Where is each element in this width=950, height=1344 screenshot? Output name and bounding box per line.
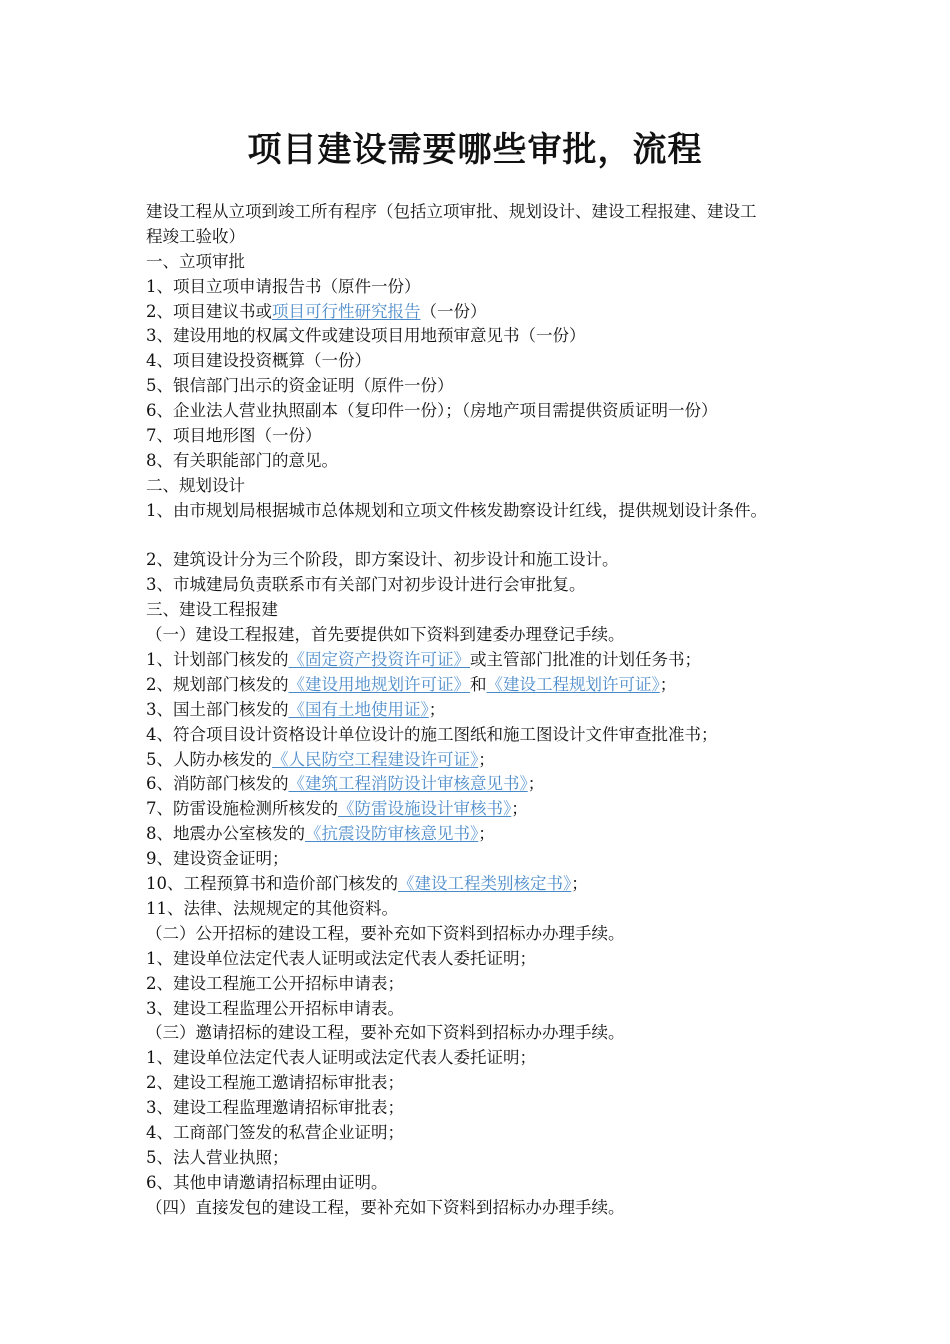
- list-item: 3、建设工程监理公开招标申请表。: [146, 998, 404, 1018]
- list-item: 2、建设工程施工公开招标申请表；: [146, 973, 404, 993]
- list-item-text: ；: [659, 674, 677, 694]
- list-item-text: 3、国土部门核发的: [146, 699, 289, 719]
- list-item: [146, 673, 826, 698]
- civil-defense-permit-link[interactable]: 《人民防空工程建设许可证》: [272, 749, 479, 769]
- section-heading-approval: 一、立项审批: [146, 251, 245, 271]
- subsection-heading: （三）邀请招标的建设工程，要补充如下资料到招标办办理手续。: [146, 1023, 625, 1043]
- fire-design-review-link[interactable]: 《建筑工程消防设计审核意见书》: [288, 774, 528, 794]
- list-item: 2、建筑设计分为三个阶段，即方案设计、初步设计和施工设计。: [146, 550, 619, 570]
- subsection-heading: （一）建设工程报建，首先要提供如下资料到建委办理登记手续。: [146, 625, 625, 645]
- land-planning-permit-link[interactable]: 《建设用地规划许可证》: [288, 674, 470, 694]
- list-item: 9、建设资金证明；: [146, 849, 289, 869]
- land-use-certificate-link[interactable]: 《国有土地使用证》: [288, 699, 429, 719]
- document-body: [146, 200, 826, 1221]
- list-item-text: ；: [511, 799, 528, 819]
- list-item: 3、市城建局负责联系市有关部门对初步设计进行会审批复。: [146, 575, 586, 595]
- subsection-heading: （二）公开招标的建设工程，要补充如下资料到招标办办理手续。: [146, 923, 625, 943]
- list-item: 5、法人营业执照；: [146, 1147, 289, 1167]
- section-heading-registration: 三、建设工程报建: [146, 600, 278, 620]
- list-item-text: ；: [428, 699, 446, 719]
- list-item-text: ；: [571, 874, 588, 894]
- project-category-link[interactable]: 《建设工程类别核定书》: [398, 874, 572, 894]
- page-title: 项目建设需要哪些审批，流程: [247, 130, 703, 170]
- intro-line-2: 程竣工验收）: [146, 226, 245, 246]
- fixed-asset-permit-link[interactable]: 《固定资产投资许可证》: [288, 650, 470, 670]
- seismic-review-link[interactable]: 《抗震设防审核意见书》: [305, 824, 479, 844]
- list-item-text: 10、工程预算书和造价部门核发的: [146, 874, 398, 894]
- list-item-text: ；: [478, 749, 495, 769]
- list-item-text: 5、人防办核发的: [146, 749, 272, 769]
- list-item: 6、其他申请邀请招标理由证明。: [146, 1172, 388, 1192]
- blank-line: [146, 524, 826, 549]
- list-item: 5、银信部门出示的资金证明（原件一份）: [146, 376, 454, 396]
- list-item: [146, 872, 826, 897]
- list-item: 7、项目地形图（一份）: [146, 426, 322, 446]
- list-item: 3、建设用地的权属文件或建设项目用地预审意见书（一份）: [146, 326, 586, 346]
- list-item: 1、由市规划局根据城市总体规划和立项文件核发勘察设计红线，提供规划设计条件。: [146, 500, 767, 520]
- list-item-text: 2、项目建议书或: [146, 301, 272, 321]
- section-heading-planning: 二、规划设计: [146, 475, 245, 495]
- intro-line-1: 建设工程从立项到竣工所有程序（包括立项审批、规划设计、建设工程报建、建设工: [146, 202, 757, 221]
- list-item-text: ；: [527, 774, 545, 794]
- construction-planning-permit-link[interactable]: 《建设工程规划许可证》: [486, 674, 660, 694]
- list-item: [146, 300, 826, 325]
- lightning-design-review-link[interactable]: 《防雷设施设计审核书》: [338, 799, 512, 819]
- list-item: 4、符合项目设计资格设计单位设计的施工图纸和施工图设计文件审查批准书；: [146, 724, 718, 744]
- list-item-text: 1、计划部门核发的: [146, 650, 289, 670]
- subsection-heading: （四）直接发包的建设工程，要补充如下资料到招标办办理手续。: [146, 1197, 625, 1217]
- list-item: 3、建设工程监理邀请招标审批表；: [146, 1098, 404, 1118]
- list-item: 8、有关职能部门的意见。: [146, 450, 338, 470]
- list-item-text: 或主管部门批准的计划任务书；: [470, 650, 701, 670]
- list-item: 6、企业法人营业执照副本（复印件一份）；（房地产项目需提供资质证明一份）: [146, 401, 718, 421]
- list-item-text: 8、地震办公室核发的: [146, 824, 305, 844]
- feasibility-report-link[interactable]: 项目可行性研究报告: [272, 301, 421, 321]
- list-item-text: 2、规划部门核发的: [146, 674, 289, 694]
- list-item: [146, 822, 826, 847]
- list-item: 2、建设工程施工邀请招标审批表；: [146, 1073, 404, 1093]
- list-item: 11、法律、法规规定的其他资料。: [146, 898, 398, 918]
- list-item: 1、建设单位法定代表人证明或法定代表人委托证明；: [146, 1048, 536, 1068]
- list-item-text: 和: [470, 674, 487, 694]
- list-item-text: ；: [478, 824, 495, 844]
- list-item: [146, 748, 826, 773]
- list-item: 4、项目建设投资概算（一份）: [146, 351, 371, 371]
- list-item: [146, 772, 826, 797]
- list-item: [146, 648, 826, 673]
- list-item-text: （一份）: [420, 301, 487, 321]
- list-item: 1、项目立项申请报告书（原件一份）: [146, 276, 421, 296]
- list-item: [146, 698, 826, 723]
- list-item-text: 6、消防部门核发的: [146, 774, 289, 794]
- list-item-text: 7、防雷设施检测所核发的: [146, 799, 338, 819]
- list-item: 1、建设单位法定代表人证明或法定代表人委托证明；: [146, 948, 536, 968]
- list-item: 4、工商部门签发的私营企业证明；: [146, 1122, 404, 1142]
- list-item: [146, 797, 826, 822]
